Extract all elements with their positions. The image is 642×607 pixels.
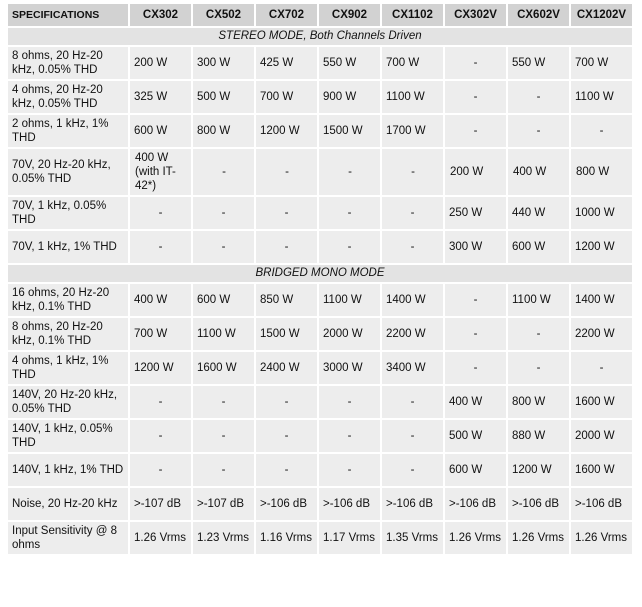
spec-value-cell: 440 W — [508, 197, 571, 229]
column-header-specifications: SPECIFICATIONS — [8, 4, 130, 26]
column-header-cx602v: CX602V — [508, 4, 571, 26]
section-header-row — [8, 28, 634, 45]
column-header-cx302: CX302 — [130, 4, 193, 26]
spec-label: Noise, 20 Hz-20 kHz — [8, 488, 130, 520]
spec-value-cell: - — [319, 149, 382, 195]
spec-value-cell: 880 W — [508, 420, 571, 452]
spec-value-cell: - — [508, 352, 571, 384]
spec-value-cell: 500 W — [445, 420, 508, 452]
spec-value-cell: 400 W (with IT-42*) — [130, 149, 193, 195]
spec-value-cell: 325 W — [130, 81, 193, 113]
section-title: STEREO MODE, Both Channels Driven — [8, 28, 634, 45]
spec-value-cell: 1400 W — [382, 284, 445, 316]
specifications-table — [8, 2, 634, 556]
spec-value-cell: 2200 W — [571, 318, 634, 350]
spec-value-cell: - — [256, 149, 319, 195]
spec-value-cell: >-106 dB — [256, 488, 319, 520]
spec-value-cell: - — [382, 386, 445, 418]
spec-value-cell: 500 W — [193, 81, 256, 113]
spec-label: 140V, 1 kHz, 1% THD — [8, 454, 130, 486]
spec-value-cell: 300 W — [193, 47, 256, 79]
table-row — [8, 231, 634, 263]
spec-value-cell: 1500 W — [319, 115, 382, 147]
table-row — [8, 522, 634, 554]
section-header-row — [8, 265, 634, 282]
spec-value-cell: - — [193, 149, 256, 195]
table-row — [8, 318, 634, 350]
spec-label: Input Sensitivity @ 8 ohms — [8, 522, 130, 554]
spec-value-cell: - — [256, 420, 319, 452]
spec-value-cell: - — [445, 352, 508, 384]
spec-value-cell: 250 W — [445, 197, 508, 229]
spec-value-cell: - — [319, 386, 382, 418]
spec-value-cell: 3000 W — [319, 352, 382, 384]
spec-value-cell: - — [445, 284, 508, 316]
spec-value-cell: 800 W — [508, 386, 571, 418]
column-header-cx502: CX502 — [193, 4, 256, 26]
table-row — [8, 454, 634, 486]
spec-value-cell: 600 W — [193, 284, 256, 316]
table-row — [8, 386, 634, 418]
spec-label: 70V, 20 Hz-20 kHz, 0.05% THD — [8, 149, 130, 195]
spec-value-cell: >-107 dB — [130, 488, 193, 520]
spec-value-cell: >-106 dB — [445, 488, 508, 520]
spec-value-cell: 700 W — [130, 318, 193, 350]
spec-value-cell: 1600 W — [571, 386, 634, 418]
spec-value-cell: - — [193, 231, 256, 263]
column-header-cx702: CX702 — [256, 4, 319, 26]
spec-value-cell: - — [319, 231, 382, 263]
table-row — [8, 488, 634, 520]
column-header-cx902: CX902 — [319, 4, 382, 26]
spec-value-cell: 1100 W — [382, 81, 445, 113]
spec-value-cell: - — [508, 318, 571, 350]
spec-value-cell: 1500 W — [256, 318, 319, 350]
spec-value-cell: >-106 dB — [382, 488, 445, 520]
table-row — [8, 197, 634, 229]
spec-value-cell: 1000 W — [571, 197, 634, 229]
spec-label: 4 ohms, 1 kHz, 1% THD — [8, 352, 130, 384]
spec-value-cell: 850 W — [256, 284, 319, 316]
spec-value-cell: - — [256, 454, 319, 486]
table-row — [8, 284, 634, 316]
spec-value-cell: - — [193, 386, 256, 418]
spec-value-cell: 2000 W — [571, 420, 634, 452]
spec-value-cell: 200 W — [445, 149, 508, 195]
table-body — [8, 28, 634, 554]
spec-label: 2 ohms, 1 kHz, 1% THD — [8, 115, 130, 147]
spec-value-cell: 700 W — [382, 47, 445, 79]
spec-value-cell: - — [382, 420, 445, 452]
spec-value-cell: 550 W — [508, 47, 571, 79]
spec-value-cell: 425 W — [256, 47, 319, 79]
spec-value-cell: - — [445, 47, 508, 79]
spec-value-cell: 1100 W — [319, 284, 382, 316]
spec-value-cell: 900 W — [319, 81, 382, 113]
spec-value-cell: - — [319, 454, 382, 486]
spec-value-cell: - — [193, 197, 256, 229]
spec-value-cell: 2200 W — [382, 318, 445, 350]
spec-value-cell: - — [193, 454, 256, 486]
spec-value-cell: - — [382, 231, 445, 263]
spec-value-cell: 1600 W — [193, 352, 256, 384]
section-title: BRIDGED MONO MODE — [8, 265, 634, 282]
spec-value-cell: 1.23 Vrms — [193, 522, 256, 554]
spec-value-cell: 200 W — [130, 47, 193, 79]
table-row — [8, 149, 634, 195]
spec-value-cell: - — [319, 197, 382, 229]
column-header-cx1202v: CX1202V — [571, 4, 634, 26]
spec-value-cell: - — [130, 197, 193, 229]
spec-value-cell: - — [382, 149, 445, 195]
spec-value-cell: 1.26 Vrms — [130, 522, 193, 554]
table-row — [8, 81, 634, 113]
spec-value-cell: - — [508, 115, 571, 147]
spec-value-cell: >-107 dB — [193, 488, 256, 520]
spec-label: 16 ohms, 20 Hz-20 kHz, 0.1% THD — [8, 284, 130, 316]
spec-value-cell: 1200 W — [508, 454, 571, 486]
header-row — [8, 4, 634, 26]
spec-value-cell: - — [445, 115, 508, 147]
spec-value-cell: >-106 dB — [508, 488, 571, 520]
spec-label: 8 ohms, 20 Hz-20 kHz, 0.05% THD — [8, 47, 130, 79]
spec-value-cell: 800 W — [571, 149, 634, 195]
spec-value-cell: - — [130, 386, 193, 418]
spec-value-cell: 600 W — [508, 231, 571, 263]
spec-value-cell: 1200 W — [256, 115, 319, 147]
spec-value-cell: >-106 dB — [571, 488, 634, 520]
spec-value-cell: 1100 W — [571, 81, 634, 113]
spec-value-cell: 400 W — [130, 284, 193, 316]
spec-value-cell: - — [256, 231, 319, 263]
spec-label: 140V, 20 Hz-20 kHz, 0.05% THD — [8, 386, 130, 418]
spec-value-cell: - — [382, 454, 445, 486]
spec-value-cell: 1.16 Vrms — [256, 522, 319, 554]
spec-value-cell: 2400 W — [256, 352, 319, 384]
table-row — [8, 115, 634, 147]
table-row — [8, 47, 634, 79]
spec-value-cell: 1100 W — [508, 284, 571, 316]
spec-value-cell: 1600 W — [571, 454, 634, 486]
spec-value-cell: 1.17 Vrms — [319, 522, 382, 554]
spec-label: 70V, 1 kHz, 1% THD — [8, 231, 130, 263]
spec-value-cell: - — [130, 231, 193, 263]
spec-value-cell: - — [130, 454, 193, 486]
spec-value-cell: 600 W — [445, 454, 508, 486]
spec-value-cell: 1100 W — [193, 318, 256, 350]
spec-value-cell: - — [445, 318, 508, 350]
spec-value-cell: 1.26 Vrms — [508, 522, 571, 554]
spec-value-cell: - — [319, 420, 382, 452]
spec-value-cell: >-106 dB — [319, 488, 382, 520]
spec-label: 4 ohms, 20 Hz-20 kHz, 0.05% THD — [8, 81, 130, 113]
spec-value-cell: - — [445, 81, 508, 113]
spec-value-cell: - — [193, 420, 256, 452]
spec-value-cell: - — [382, 197, 445, 229]
table-row — [8, 352, 634, 384]
table-row — [8, 420, 634, 452]
spec-value-cell: 3400 W — [382, 352, 445, 384]
spec-value-cell: - — [508, 81, 571, 113]
spec-value-cell: - — [130, 420, 193, 452]
column-header-cx302v: CX302V — [445, 4, 508, 26]
spec-value-cell: 1.26 Vrms — [445, 522, 508, 554]
spec-value-cell: 1.26 Vrms — [571, 522, 634, 554]
spec-label: 8 ohms, 20 Hz-20 kHz, 0.1% THD — [8, 318, 130, 350]
spec-value-cell: 1200 W — [571, 231, 634, 263]
spec-value-cell: - — [256, 197, 319, 229]
spec-value-cell: 700 W — [256, 81, 319, 113]
spec-label: 70V, 1 kHz, 0.05% THD — [8, 197, 130, 229]
column-header-cx1102: CX1102 — [382, 4, 445, 26]
spec-value-cell: 550 W — [319, 47, 382, 79]
spec-value-cell: - — [571, 115, 634, 147]
spec-value-cell: 1400 W — [571, 284, 634, 316]
spec-value-cell: - — [256, 386, 319, 418]
spec-value-cell: 400 W — [445, 386, 508, 418]
spec-value-cell: 700 W — [571, 47, 634, 79]
spec-value-cell: 600 W — [130, 115, 193, 147]
spec-value-cell: 1200 W — [130, 352, 193, 384]
spec-value-cell: 1700 W — [382, 115, 445, 147]
spec-value-cell: 400 W — [508, 149, 571, 195]
spec-value-cell: 2000 W — [319, 318, 382, 350]
spec-value-cell: 300 W — [445, 231, 508, 263]
spec-value-cell: 1.35 Vrms — [382, 522, 445, 554]
spec-value-cell: 800 W — [193, 115, 256, 147]
spec-value-cell: - — [571, 352, 634, 384]
spec-label: 140V, 1 kHz, 0.05% THD — [8, 420, 130, 452]
